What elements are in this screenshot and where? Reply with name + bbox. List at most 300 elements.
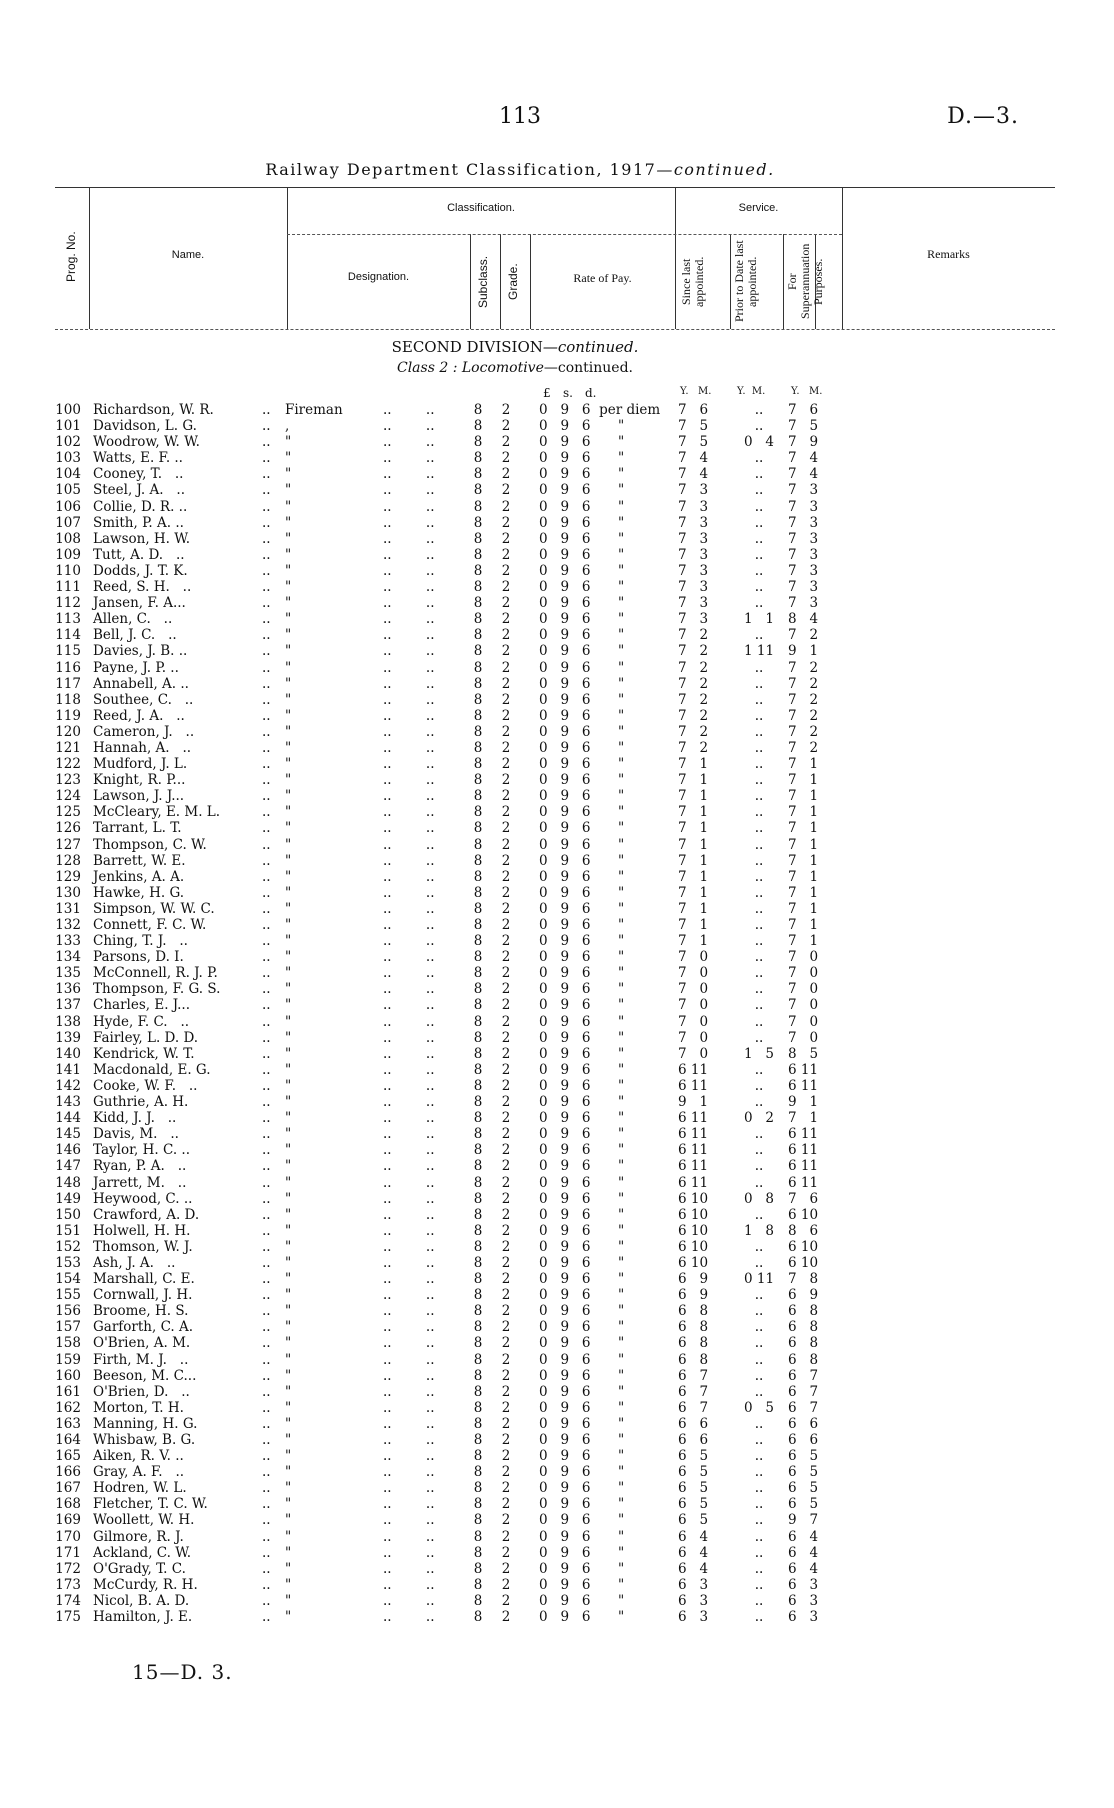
table-row xyxy=(0,676,1114,692)
table-row xyxy=(0,1561,1114,1577)
row-prog-no: 115 xyxy=(55,643,81,660)
row-ditto: " xyxy=(618,868,625,885)
table-row xyxy=(0,1207,1114,1223)
row-ditto: " xyxy=(618,1464,625,1481)
row-rate-of-pay: 0 9 6 xyxy=(539,1029,591,1046)
row-subclass: 8 xyxy=(473,514,483,531)
row-prior-to: .. xyxy=(754,466,764,483)
row-prior-to: .. xyxy=(754,402,764,418)
row-grade: 2 xyxy=(501,884,511,901)
row-ditto: " xyxy=(618,1496,625,1513)
row-rate-of-pay: 0 9 6 xyxy=(539,772,591,789)
row-leader: .. xyxy=(262,1351,271,1368)
row-leader: .. .. xyxy=(383,1174,435,1191)
row-since-last: 7 5 xyxy=(678,418,709,435)
table-row xyxy=(0,418,1114,434)
row-superannuation: 7 2 xyxy=(788,675,819,692)
row-leader: .. xyxy=(262,997,271,1014)
table-row xyxy=(0,611,1114,627)
row-prior-to: .. xyxy=(754,627,764,644)
table-row xyxy=(0,917,1114,933)
row-prior-to: 1 11 xyxy=(743,643,775,660)
row-leader: .. .. xyxy=(383,1496,435,1513)
table-row xyxy=(0,1255,1114,1271)
row-superannuation: 7 1 xyxy=(788,884,819,901)
row-leader: .. .. xyxy=(383,1544,435,1561)
row-leader: .. .. xyxy=(383,804,435,821)
row-rate-of-pay: 0 9 6 xyxy=(539,1287,591,1304)
row-subclass: 8 xyxy=(473,1448,483,1465)
row-designation: " xyxy=(285,595,292,612)
row-ditto: " xyxy=(618,804,625,821)
row-leader: .. xyxy=(262,1383,271,1400)
row-leader: .. .. xyxy=(383,1399,435,1416)
row-prog-no: 158 xyxy=(55,1335,81,1352)
row-prior-to: .. xyxy=(754,723,764,740)
row-leader: .. xyxy=(262,804,271,821)
row-rate-of-pay: 0 9 6 xyxy=(539,1174,591,1191)
row-since-last: 6 11 xyxy=(678,1126,709,1143)
row-since-last: 7 1 xyxy=(678,820,709,837)
row-name: Payne, J. P. .. xyxy=(93,659,179,676)
row-prior-to: .. xyxy=(754,450,764,467)
row-subclass: 8 xyxy=(473,1335,483,1352)
row-since-last: 7 3 xyxy=(678,514,709,531)
row-leader: .. .. xyxy=(383,772,435,789)
row-since-last: 6 8 xyxy=(678,1319,709,1336)
row-ditto: " xyxy=(618,627,625,644)
row-name: Hodren, W. L. xyxy=(93,1480,187,1497)
row-name: Guthrie, A. H. xyxy=(93,1094,189,1111)
row-since-last: 7 3 xyxy=(678,595,709,612)
row-leader: .. .. xyxy=(383,1415,435,1432)
row-prog-no: 172 xyxy=(55,1560,81,1577)
row-grade: 2 xyxy=(501,900,511,917)
row-superannuation: 7 0 xyxy=(788,965,819,982)
row-ditto: " xyxy=(618,1335,625,1352)
row-superannuation: 7 2 xyxy=(788,659,819,676)
row-designation: " xyxy=(285,1319,292,1336)
row-prior-to: .. xyxy=(754,1013,764,1030)
row-ditto: " xyxy=(618,1432,625,1448)
row-since-last: 7 2 xyxy=(678,643,709,660)
row-rate-of-pay: 0 9 6 xyxy=(539,1271,591,1288)
row-name: Richardson, W. R. xyxy=(93,402,214,418)
row-leader: .. xyxy=(262,933,271,950)
row-designation: " xyxy=(285,756,292,773)
row-designation: " xyxy=(285,498,292,515)
row-ditto: " xyxy=(618,1576,625,1593)
table-row xyxy=(0,1335,1114,1351)
table-row xyxy=(0,1175,1114,1191)
header-rate-of-pay: Rate of Pay. xyxy=(573,271,632,285)
row-ditto: " xyxy=(618,852,625,869)
row-prior-to: .. xyxy=(754,756,764,773)
row-superannuation: 7 1 xyxy=(788,900,819,917)
row-name: McCleary, E. M. L. xyxy=(93,804,221,821)
row-prog-no: 149 xyxy=(55,1190,81,1207)
row-grade: 2 xyxy=(501,546,511,563)
row-ditto: " xyxy=(618,1399,625,1416)
table-row xyxy=(0,1432,1114,1448)
row-ditto: " xyxy=(618,675,625,692)
row-grade: 2 xyxy=(501,466,511,483)
table-row xyxy=(0,804,1114,820)
row-designation: " xyxy=(285,1077,292,1094)
row-grade: 2 xyxy=(501,1576,511,1593)
row-grade: 2 xyxy=(501,1271,511,1288)
row-leader: .. xyxy=(262,1174,271,1191)
row-rate-of-pay: 0 9 6 xyxy=(539,981,591,998)
row-rate-of-pay: 0 9 6 xyxy=(539,804,591,821)
row-since-last: 6 10 xyxy=(678,1222,709,1239)
row-grade: 2 xyxy=(501,1174,511,1191)
row-superannuation: 6 11 xyxy=(788,1077,819,1094)
table-row xyxy=(0,885,1114,901)
row-ditto: " xyxy=(618,1367,625,1384)
row-ditto: " xyxy=(618,1077,625,1094)
row-grade: 2 xyxy=(501,1319,511,1336)
row-since-last: 7 2 xyxy=(678,691,709,708)
row-grade: 2 xyxy=(501,1399,511,1416)
row-superannuation: 6 5 xyxy=(788,1496,819,1513)
row-grade: 2 xyxy=(501,643,511,660)
row-subclass: 8 xyxy=(473,1383,483,1400)
row-prog-no: 168 xyxy=(55,1496,81,1513)
row-leader: .. xyxy=(262,1592,271,1609)
table-row xyxy=(0,724,1114,740)
row-since-last: 6 5 xyxy=(678,1448,709,1465)
row-designation: " xyxy=(285,611,292,628)
row-designation: " xyxy=(285,788,292,805)
row-superannuation: 6 11 xyxy=(788,1174,819,1191)
row-rate-of-pay: 0 9 6 xyxy=(539,1094,591,1111)
row-leader: .. .. xyxy=(383,514,435,531)
row-leader: .. xyxy=(262,1094,271,1111)
row-leader: .. xyxy=(262,1480,271,1497)
table-row xyxy=(0,1078,1114,1094)
row-prior-to: .. xyxy=(754,820,764,837)
row-superannuation: 6 8 xyxy=(788,1351,819,1368)
row-name: Ryan, P. A. .. xyxy=(93,1158,187,1175)
row-leader: .. xyxy=(262,1045,271,1062)
section-continued: —continued. xyxy=(542,338,639,356)
row-leader: .. xyxy=(262,739,271,756)
row-superannuation: 6 4 xyxy=(788,1528,819,1545)
row-leader: .. xyxy=(262,514,271,531)
row-subclass: 8 xyxy=(473,1609,483,1626)
row-subclass: 8 xyxy=(473,1174,483,1191)
row-name: Cooney, T. .. xyxy=(93,466,184,483)
row-ditto: " xyxy=(618,1029,625,1046)
row-name: Davidson, L. G. xyxy=(93,418,197,435)
row-designation: " xyxy=(285,434,292,451)
row-name: Ash, J. A. .. xyxy=(93,1254,176,1271)
row-since-last: 7 0 xyxy=(678,981,709,998)
row-prog-no: 107 xyxy=(55,514,81,531)
row-since-last: 7 2 xyxy=(678,675,709,692)
row-leader: .. .. xyxy=(383,1110,435,1127)
subsection-heading xyxy=(0,360,1072,376)
row-grade: 2 xyxy=(501,562,511,579)
row-prog-no: 133 xyxy=(55,933,81,950)
row-leader: .. .. xyxy=(383,482,435,499)
table-row xyxy=(0,1577,1114,1593)
row-subclass: 8 xyxy=(473,1158,483,1175)
row-leader: .. .. xyxy=(383,1013,435,1030)
row-leader: .. xyxy=(262,482,271,499)
row-prog-no: 129 xyxy=(55,868,81,885)
row-name: Garforth, C. A. xyxy=(93,1319,194,1336)
row-ditto: " xyxy=(618,723,625,740)
row-name: Fletcher, T. C. W. xyxy=(93,1496,208,1513)
row-prog-no: 144 xyxy=(55,1110,81,1127)
row-grade: 2 xyxy=(501,1222,511,1239)
row-subclass: 8 xyxy=(473,1415,483,1432)
page-number: 113 xyxy=(499,104,541,129)
row-ditto: " xyxy=(618,466,625,483)
row-since-last: 7 1 xyxy=(678,917,709,933)
row-since-last: 6 10 xyxy=(678,1238,709,1255)
row-designation: " xyxy=(285,1254,292,1271)
row-prog-no: 104 xyxy=(55,466,81,483)
row-subclass: 8 xyxy=(473,884,483,901)
row-prior-to: 0 11 xyxy=(743,1271,775,1288)
header-for-super: For Superannuation Purposes. xyxy=(785,243,825,320)
row-rate-of-pay: 0 9 6 xyxy=(539,1383,591,1400)
row-leader: .. .. xyxy=(383,707,435,724)
row-rate-of-pay: 0 9 6 xyxy=(539,965,591,982)
row-grade: 2 xyxy=(501,579,511,596)
header-designation: Designation. xyxy=(347,271,410,283)
row-subclass: 8 xyxy=(473,1287,483,1304)
row-since-last: 7 0 xyxy=(678,949,709,966)
row-leader: .. .. xyxy=(383,1303,435,1320)
row-prior-to: .. xyxy=(754,804,764,821)
row-leader: .. xyxy=(262,981,271,998)
row-prior-to: .. xyxy=(754,1367,764,1384)
row-leader: .. xyxy=(262,1029,271,1046)
row-leader: .. xyxy=(262,1303,271,1320)
row-name: Macdonald, E. G. xyxy=(93,1061,211,1078)
row-designation: " xyxy=(285,917,292,933)
row-rate-of-pay: 0 9 6 xyxy=(539,643,591,660)
row-subclass: 8 xyxy=(473,1480,483,1497)
row-ditto: " xyxy=(618,1238,625,1255)
row-leader: .. xyxy=(262,1367,271,1384)
row-leader: .. .. xyxy=(383,402,435,418)
table-row xyxy=(0,837,1114,853)
row-superannuation: 7 4 xyxy=(788,450,819,467)
row-designation: , xyxy=(285,418,290,435)
row-leader: .. xyxy=(262,1319,271,1336)
row-name: Fairley, L. D. D. xyxy=(93,1029,199,1046)
row-superannuation: 7 2 xyxy=(788,739,819,756)
row-rate-of-pay: 0 9 6 xyxy=(539,579,591,596)
row-rate-of-pay: 0 9 6 xyxy=(539,1238,591,1255)
table-row xyxy=(0,981,1114,997)
row-prog-no: 136 xyxy=(55,981,81,998)
row-rate-of-pay: 0 9 6 xyxy=(539,1464,591,1481)
footer-reference: 15—D. 3. xyxy=(132,1660,233,1684)
row-grade: 2 xyxy=(501,949,511,966)
row-subclass: 8 xyxy=(473,659,483,676)
row-rate-of-pay: 0 9 6 xyxy=(539,1367,591,1384)
row-name: Cooke, W. F. .. xyxy=(93,1077,198,1094)
row-superannuation: 7 3 xyxy=(788,530,819,547)
row-ditto: " xyxy=(618,1222,625,1239)
row-prog-no: 145 xyxy=(55,1126,81,1143)
row-subclass: 8 xyxy=(473,627,483,644)
row-ditto: " xyxy=(618,482,625,499)
row-leader: .. xyxy=(262,1110,271,1127)
row-prior-to: 0 4 xyxy=(743,434,775,451)
row-subclass: 8 xyxy=(473,1206,483,1223)
row-since-last: 7 3 xyxy=(678,562,709,579)
row-subclass: 8 xyxy=(473,611,483,628)
row-superannuation: 6 7 xyxy=(788,1399,819,1416)
row-prog-no: 141 xyxy=(55,1061,81,1078)
row-prog-no: 154 xyxy=(55,1271,81,1288)
row-designation: " xyxy=(285,514,292,531)
row-rate-of-pay: 0 9 6 xyxy=(539,723,591,740)
row-prior-to: .. xyxy=(754,1077,764,1094)
row-subclass: 8 xyxy=(473,402,483,418)
row-leader: .. .. xyxy=(383,562,435,579)
row-name: Kendrick, W. T. xyxy=(93,1045,195,1062)
row-leader: .. .. xyxy=(383,530,435,547)
row-leader: .. .. xyxy=(383,1383,435,1400)
row-superannuation: 7 2 xyxy=(788,707,819,724)
row-prog-no: 148 xyxy=(55,1174,81,1191)
row-prog-no: 160 xyxy=(55,1367,81,1384)
row-subclass: 8 xyxy=(473,530,483,547)
row-name: Jansen, F. A... xyxy=(93,595,186,612)
row-ditto: " xyxy=(618,1544,625,1561)
row-leader: .. xyxy=(262,723,271,740)
row-prior-to: .. xyxy=(754,1512,764,1529)
row-ditto: " xyxy=(618,820,625,837)
table-row xyxy=(0,1014,1114,1030)
row-leader: .. .. xyxy=(383,1287,435,1304)
row-ditto: " xyxy=(618,788,625,805)
row-since-last: 7 0 xyxy=(678,1013,709,1030)
row-prior-to: .. xyxy=(754,707,764,724)
row-grade: 2 xyxy=(501,1592,511,1609)
row-name: Lawson, J. J... xyxy=(93,788,185,805)
subsection-name: Locomotive xyxy=(461,360,544,376)
row-designation: " xyxy=(285,1464,292,1481)
row-leader: .. xyxy=(262,820,271,837)
row-designation: " xyxy=(285,1061,292,1078)
row-designation: " xyxy=(285,562,292,579)
row-rate-of-pay: 0 9 6 xyxy=(539,562,591,579)
row-superannuation: 7 3 xyxy=(788,562,819,579)
units-row xyxy=(0,386,1114,400)
row-superannuation: 9 1 xyxy=(788,1094,819,1111)
row-name: Cornwall, J. H. xyxy=(93,1287,193,1304)
row-rate-of-pay: 0 9 6 xyxy=(539,1190,591,1207)
row-rate-of-pay: 0 9 6 xyxy=(539,1319,591,1336)
row-leader: .. .. xyxy=(383,933,435,950)
row-leader: .. .. xyxy=(383,981,435,998)
row-rate-of-pay: 0 9 6 xyxy=(539,1399,591,1416)
row-subclass: 8 xyxy=(473,933,483,950)
row-ditto: " xyxy=(618,1126,625,1143)
table-row xyxy=(0,1319,1114,1335)
row-rate-of-pay: 0 9 6 xyxy=(539,675,591,692)
row-prog-no: 155 xyxy=(55,1287,81,1304)
row-grade: 2 xyxy=(501,1560,511,1577)
row-leader: .. xyxy=(262,868,271,885)
row-grade: 2 xyxy=(501,1110,511,1127)
row-subclass: 8 xyxy=(473,1142,483,1159)
row-designation: " xyxy=(285,675,292,692)
row-since-last: 7 1 xyxy=(678,772,709,789)
row-ditto: " xyxy=(618,1110,625,1127)
row-grade: 2 xyxy=(501,627,511,644)
row-prog-no: 164 xyxy=(55,1432,81,1448)
row-prior-to: .. xyxy=(754,1174,764,1191)
row-ditto: " xyxy=(618,1013,625,1030)
row-superannuation: 6 11 xyxy=(788,1126,819,1143)
row-designation: " xyxy=(285,659,292,676)
row-since-last: 6 9 xyxy=(678,1287,709,1304)
row-subclass: 8 xyxy=(473,1077,483,1094)
row-leader: .. .. xyxy=(383,1254,435,1271)
row-designation: " xyxy=(285,1592,292,1609)
row-name: Hyde, F. C. .. xyxy=(93,1013,190,1030)
row-leader: .. xyxy=(262,611,271,628)
row-superannuation: 7 2 xyxy=(788,627,819,644)
row-designation: " xyxy=(285,1238,292,1255)
row-leader: .. xyxy=(262,1528,271,1545)
row-since-last: 7 1 xyxy=(678,900,709,917)
row-subclass: 8 xyxy=(473,1496,483,1513)
row-name: O'Brien, A. M. xyxy=(93,1335,191,1352)
row-grade: 2 xyxy=(501,1415,511,1432)
row-superannuation: 6 7 xyxy=(788,1367,819,1384)
row-ditto: " xyxy=(618,1190,625,1207)
table-row xyxy=(0,1496,1114,1512)
row-ditto: " xyxy=(618,1528,625,1545)
table-row xyxy=(0,627,1114,643)
row-name: Southee, C. .. xyxy=(93,691,194,708)
row-grade: 2 xyxy=(501,691,511,708)
row-grade: 2 xyxy=(501,1432,511,1448)
table-row xyxy=(0,660,1114,676)
row-prior-to: .. xyxy=(754,917,764,933)
row-prior-to: .. xyxy=(754,933,764,950)
row-grade: 2 xyxy=(501,402,511,418)
row-prog-no: 135 xyxy=(55,965,81,982)
row-rate-of-pay: 0 9 6 xyxy=(539,1158,591,1175)
table-row xyxy=(0,1384,1114,1400)
row-prog-no: 132 xyxy=(55,917,81,933)
row-rate-of-pay: 0 9 6 xyxy=(539,659,591,676)
row-leader: .. xyxy=(262,772,271,789)
row-grade: 2 xyxy=(501,852,511,869)
row-leader: .. .. xyxy=(383,450,435,467)
document-reference: D.—3. xyxy=(947,104,1019,129)
row-grade: 2 xyxy=(501,1190,511,1207)
row-grade: 2 xyxy=(501,1303,511,1320)
row-leader: .. xyxy=(262,1061,271,1078)
row-since-last: 6 11 xyxy=(678,1061,709,1078)
row-grade: 2 xyxy=(501,1013,511,1030)
row-since-last: 6 8 xyxy=(678,1303,709,1320)
row-since-last: 7 2 xyxy=(678,723,709,740)
